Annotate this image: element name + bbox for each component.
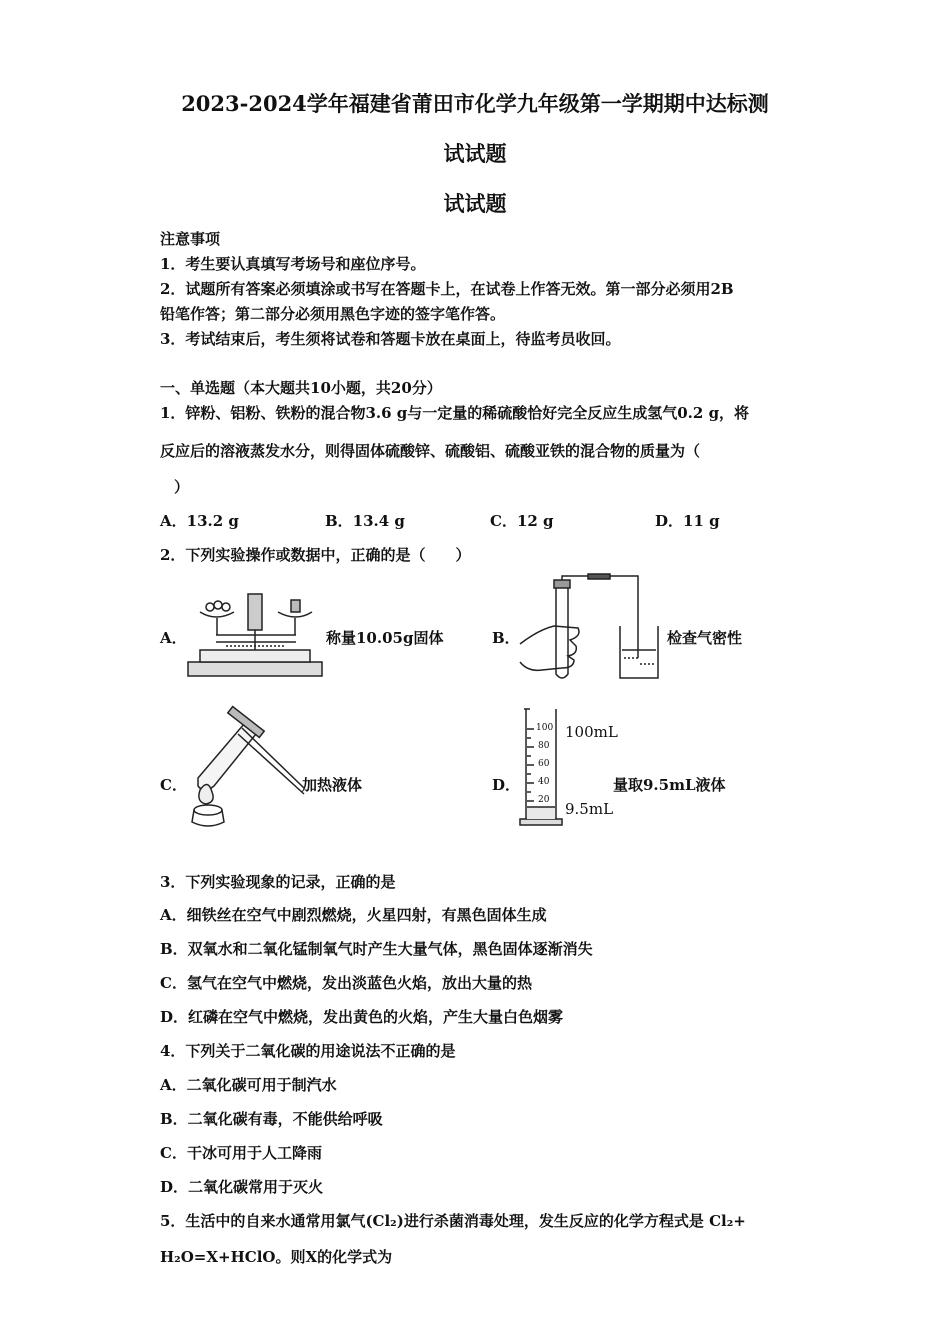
- exam-title: 2023-2024学年福建省莆田市化学九年级第一学期期中达标测: [181, 91, 769, 116]
- note-item: 1．考生要认真填写考场号和座位序号。: [160, 255, 426, 273]
- cylinder-tick-label: 40: [538, 777, 550, 787]
- q1-option-a: A．13.2 g: [160, 512, 239, 530]
- q3-option-a: A．细铁丝在空气中剧烈燃烧，火星四射，有黑色固体生成: [160, 906, 547, 924]
- q2-option-d-text: 量取9.5mL液体: [613, 776, 726, 794]
- question-1-stem: 1．锌粉、铝粉、铁粉的混合物3.6 g与一定量的稀硫酸恰好完全反应生成氢气0.2 g，将: [160, 404, 750, 422]
- q4-option-d: D．二氧化碳常用于灭火: [160, 1178, 324, 1196]
- note-item: 2．试题所有答案必须填涂或书写在答题卡上，在试卷上作答无效。第一部分必须用2B: [160, 280, 734, 298]
- q4-option-b: B．二氧化碳有毒，不能供给呼吸: [160, 1110, 383, 1128]
- q1-option-d: D．11 g: [655, 512, 720, 530]
- q4-option-c: C．干冰可用于人工降雨: [160, 1144, 322, 1162]
- cylinder-tick-label: 20: [538, 795, 550, 805]
- q2-option-c-text: 加热液体: [302, 776, 363, 794]
- q3-option-c: C．氢气在空气中燃烧，发出淡蓝色火焰，放出大量的热: [160, 974, 532, 992]
- q3-option-d: D．红磷在空气中燃烧，发出黄色的火焰，产生大量白色烟雾: [160, 1008, 564, 1026]
- q2-option-c-letter: C．: [160, 776, 187, 794]
- question-4-stem: 4．下列关于二氧化碳的用途说法不正确的是: [160, 1042, 456, 1060]
- q2-option-b-text: 检查气密性: [667, 629, 743, 647]
- cylinder-capacity-label: 100mL: [565, 723, 618, 741]
- question-3-stem: 3．下列实验现象的记录，正确的是: [160, 873, 396, 891]
- q1-option-b: B．13.4 g: [325, 512, 405, 530]
- q2-option-a-text: 称量10.05g固体: [326, 629, 444, 647]
- q1-option-c: C．12 g: [490, 512, 554, 530]
- cylinder-reading-label: 9.5mL: [565, 800, 614, 818]
- notes-heading: 注意事项: [160, 230, 221, 248]
- q3-option-b: B．双氧水和二氧化锰制氧气时产生大量气体，黑色固体逐渐消失: [160, 940, 593, 958]
- cylinder-tick-label: 60: [538, 759, 550, 769]
- note-item: 3．考试结束后，考生须将试卷和答题卡放在桌面上，待监考员收回。: [160, 330, 621, 348]
- exam-title-line2: 试试题: [443, 141, 507, 166]
- question-2-stem: 2．下列实验操作或数据中，正确的是（ ）: [160, 546, 471, 564]
- q2-option-a-letter: A．: [160, 629, 187, 647]
- exam-title-line3: 试试题: [443, 191, 507, 216]
- balance-image: [186, 590, 326, 682]
- airtightness-image: [518, 574, 668, 684]
- q2-option-b-letter: B．: [492, 629, 520, 647]
- question-1-stem-2: 反应后的溶液蒸发水分，则得固体硫酸锌、硫酸铝、硫酸亚铁的混合物的质量为（: [160, 442, 701, 460]
- cylinder-tick-label: 100: [536, 723, 554, 733]
- heating-liquid-image: [186, 712, 306, 832]
- q2-option-d-letter: D．: [492, 776, 521, 794]
- question-5-stem: 5．生活中的自来水通常用氯气(Cl₂)进行杀菌消毒处理，发生反应的化学方程式是 Cl₂+: [160, 1212, 746, 1230]
- q4-option-a: A．二氧化碳可用于制汽水: [160, 1076, 337, 1094]
- cylinder-tick-label: 80: [538, 741, 550, 751]
- question-5-stem-2: H₂O=X+HClO。则X的化学式为: [160, 1248, 393, 1266]
- section-heading: 一、单选题（本大题共10小题，共20分）: [160, 379, 442, 397]
- question-1-stem-3: ）: [174, 478, 190, 496]
- note-item: 铅笔作答；第二部分必须用黑色字迹的签字笔作答。: [160, 305, 506, 323]
